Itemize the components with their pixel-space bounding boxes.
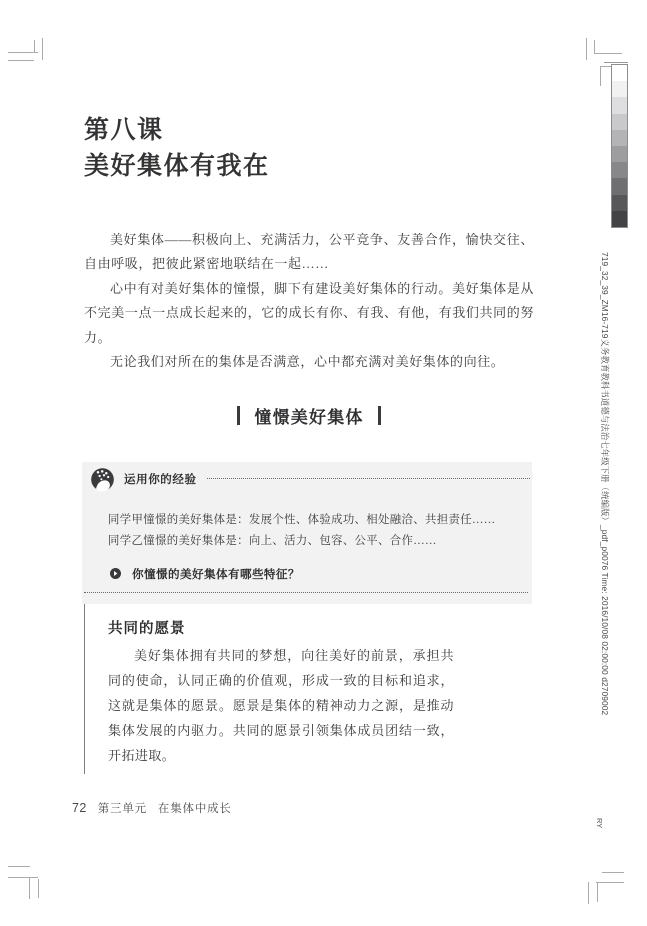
calibration-swatch-2: [612, 97, 627, 113]
calibration-swatch-7: [612, 178, 627, 194]
activity-header: [82, 462, 532, 496]
section-heading-text: 憧憬美好集体: [254, 408, 364, 427]
grayscale-calibration-strip: [611, 64, 628, 228]
activity-question: [108, 566, 522, 582]
play-circle-icon: [110, 568, 121, 579]
activity-bottom-dotted-rule: [84, 592, 528, 594]
crop-mark-top-left: [8, 28, 64, 64]
activity-line: 同学乙憧憬的美好集体是：向上、活力、包容、公平、合作……: [108, 534, 437, 547]
section-heading: [84, 403, 534, 428]
intro-paragraph: 无论我们对所在的集体是否满意，心中都充满对美好集体的向往。: [110, 354, 505, 370]
production-metadata-imprint: RY: [595, 818, 604, 829]
crop-mark-top-right: [580, 28, 640, 78]
production-metadata-sidebar: 719_32_39_ZM16-719义务教育教科书道德与法治七年级下册（统编版）_pdf_p0076 Time: 2016/10/08 02:00:00 d2709002: [600, 252, 610, 716]
heading-bar-right: [378, 406, 381, 425]
calibration-strip-cap: [604, 62, 628, 63]
page-title: [84, 113, 504, 184]
activity-dotted-rule: [207, 478, 530, 480]
calibration-swatch-6: [612, 162, 627, 178]
crop-mark-bottom-left: [8, 866, 68, 916]
calibration-swatch-0: [612, 65, 627, 81]
subsection-title: 共同的愿景: [108, 621, 186, 637]
subsection-body: 美好集体拥有共同的梦想，向往美好的前景，承担共同的使命，认同正确的价值观，形成一致的目标和追求，这就是集体的愿景。愿景是集体的精神动力之源，是推动集体发展的内驱力。共同的愿景引领集体成员团结一致，开拓进取。: [108, 648, 454, 763]
footer-page-number: 72: [72, 801, 87, 815]
calibration-swatch-5: [612, 146, 627, 162]
heading-bar-left: [237, 406, 240, 425]
activity-line: 同学甲憧憬的美好集体是：发展个性、体验成功、相处融洽、共担责任……: [108, 514, 496, 526]
calibration-swatch-3: [612, 114, 627, 130]
intro-paragraph: 心中有对美好集体的憧憬，脚下有建设美好集体的行动。美好集体是从不完美一点一点成长起来的，它的成长有你、有我、有他，有我们共同的努力。: [84, 280, 534, 345]
content-column: [84, 0, 536, 926]
page-footer: [72, 800, 232, 816]
experience-dots-icon: [90, 467, 115, 492]
activity-body: [82, 496, 532, 582]
calibration-swatch-8: [612, 195, 627, 211]
intro-paragraph: 美好集体——积极向上、充满活力，公平竞争、友善合作，愉快交往、自由呼吸，把彼此紧密地联结在一起……: [84, 232, 534, 272]
footer-unit-title: 在集体中成长: [157, 803, 232, 815]
footer-unit: 第三单元: [97, 803, 147, 815]
calibration-swatch-9: [612, 211, 627, 227]
lesson-number: 第八课: [84, 116, 164, 144]
calibration-swatch-1: [612, 81, 627, 97]
intro-paragraphs: [84, 228, 534, 375]
activity-question-text: 你憧憬的美好集体有哪些特征？: [132, 567, 300, 581]
crop-mark-bottom-right: [580, 866, 640, 916]
lesson-name: 美好集体有我在: [84, 151, 270, 180]
activity-box: [82, 462, 532, 604]
calibration-swatch-4: [612, 130, 627, 146]
subsection: [108, 617, 454, 769]
activity-label: 运用你的经验: [124, 474, 197, 486]
